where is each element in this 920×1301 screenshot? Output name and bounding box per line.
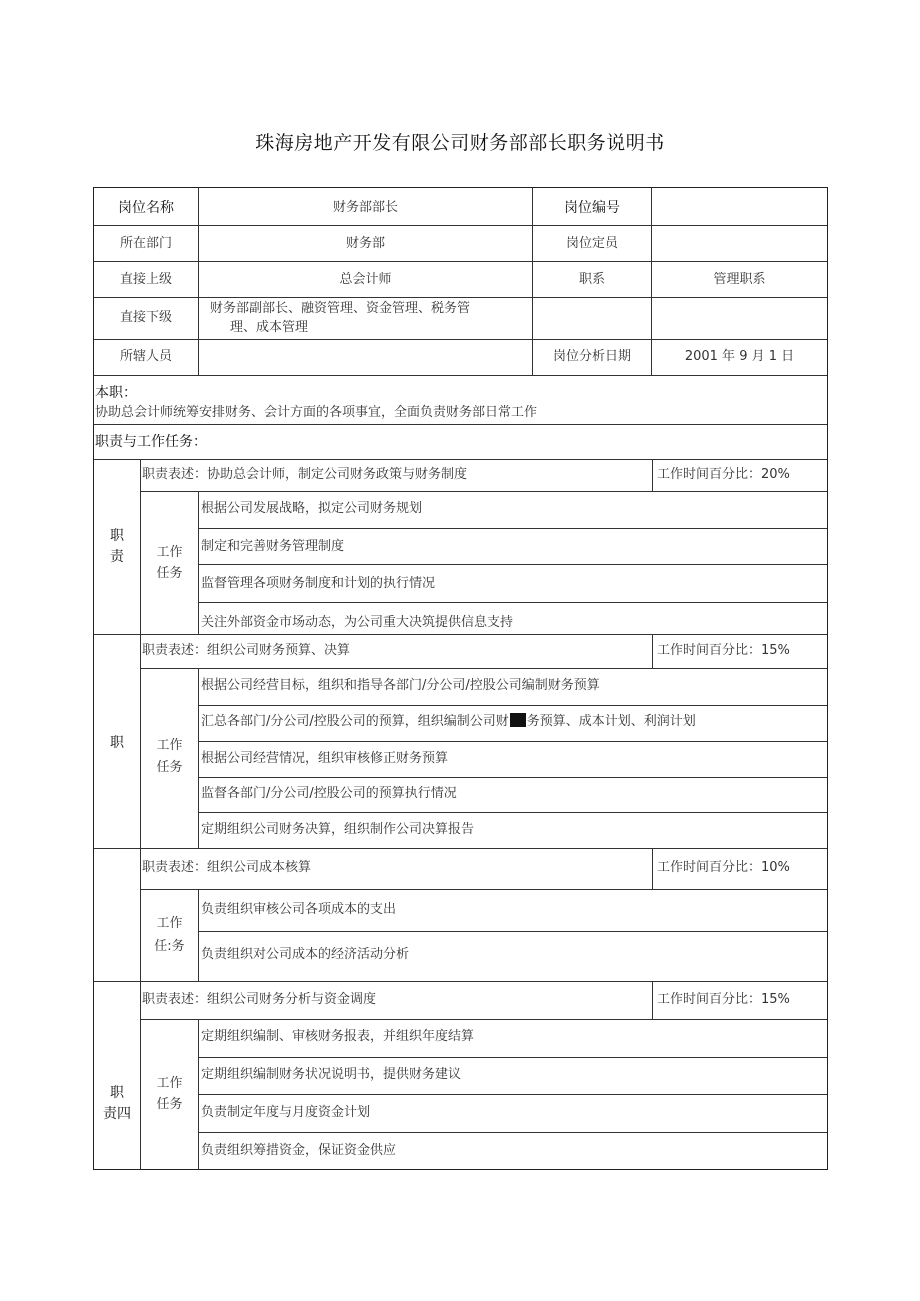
post-name-value: 财务部部长 bbox=[332, 200, 398, 215]
redaction-mark bbox=[510, 713, 526, 727]
responsibilities-header: 职责与工作任务： bbox=[95, 434, 207, 450]
superior-value: 总会计师 bbox=[339, 272, 392, 287]
block2-task-1: 根据公司经营目标，组织和指导各部门/分公司/控股公司编制财务预算 bbox=[201, 678, 600, 693]
block4-label-line2: 责四 bbox=[103, 1106, 131, 1122]
block3-tasks-label-line2: 任:务 bbox=[154, 939, 185, 954]
block3-task-1: 负责组织审核公司各项成本的支出 bbox=[201, 902, 397, 917]
block4-time-share: 工作时间百分比：15% bbox=[657, 992, 790, 1007]
block2-task-2-tail: 务预算、成本计划、利润计划 bbox=[526, 714, 696, 729]
subordinate-label: 直接下级 bbox=[119, 310, 172, 325]
block4-task-1: 定期组织编制、审核财务报表，并组织年度结算 bbox=[201, 1029, 475, 1044]
block1-tasks-label-line2: 任务 bbox=[156, 566, 183, 581]
analysis-date-label: 岗位分析日期 bbox=[552, 349, 631, 364]
block1-tasks-label-line1: 工作 bbox=[156, 545, 183, 560]
subordinate-value-line2: 理、成本管理 bbox=[230, 320, 309, 335]
block4-task-3: 负责制定年度与月度资金计划 bbox=[201, 1105, 371, 1120]
block2-task-3: 根据公司经营情况，组织审核修正财务预算 bbox=[201, 751, 449, 766]
document-title: 珠海房地产开发有限公司财务部部长职务说明书 bbox=[255, 132, 665, 154]
block3-task-2: 负责组织对公司成本的经济活动分析 bbox=[201, 947, 410, 962]
block3-statement: 职责表述：组织公司成本核算 bbox=[142, 860, 312, 875]
block2-time-share: 工作时间百分比：15% bbox=[657, 643, 790, 658]
block1-label-line2: 责 bbox=[110, 549, 124, 565]
block1-label-line1: 职 bbox=[110, 528, 124, 544]
block1-statement: 职责表述：协助总会计师，制定公司财务政策与财务制度 bbox=[142, 467, 468, 482]
block1-task-2: 制定和完善财务管理制度 bbox=[201, 539, 345, 554]
block4-statement: 职责表述：组织公司财务分析与资金调度 bbox=[142, 992, 377, 1007]
staffing-label: 岗位定员 bbox=[565, 236, 618, 251]
subordinate-value-line1: 财务部副部长、融资管理、资金管理、税务管 bbox=[210, 301, 471, 316]
superior-label: 直接上级 bbox=[119, 272, 172, 287]
post-code-label: 岗位编号 bbox=[564, 200, 620, 216]
series-value: 管理职系 bbox=[713, 272, 766, 287]
staff-label: 所辖人员 bbox=[119, 349, 172, 364]
series-label: 职系 bbox=[578, 272, 605, 287]
dept-value: 财务部 bbox=[345, 236, 385, 251]
block3-time-share: 工作时间百分比：10% bbox=[657, 860, 790, 875]
block3-tasks-label-line1: 工作 bbox=[156, 916, 183, 931]
block2-task-5: 定期组织公司财务决算，组织制作公司决算报告 bbox=[201, 822, 475, 837]
duty-label: 本职： bbox=[95, 385, 137, 401]
block2-tasks-label-line2: 任务 bbox=[156, 760, 183, 775]
job-description-table bbox=[93, 187, 828, 1170]
block2-task-4: 监督各部门/分公司/控股公司的预算执行情况 bbox=[201, 786, 457, 801]
block4-task-2: 定期组织编制财务状况说明书，提供财务建议 bbox=[201, 1067, 462, 1082]
block1-time-share: 工作时间百分比：20% bbox=[657, 467, 790, 482]
dept-label: 所在部门 bbox=[119, 236, 172, 251]
block2-statement: 职责表述：组织公司财务预算、决算 bbox=[142, 643, 351, 658]
analysis-date-value: 2001 年 9 月 1 日 bbox=[684, 349, 795, 364]
block1-task-4: 关注外部资金市场动态，为公司重大决筑提供信息支持 bbox=[201, 615, 514, 630]
post-name-label: 岗位名称 bbox=[118, 200, 174, 216]
block2-task-2-head: 汇总各部门/分公司/控股公司的预算，组织编制公司财 bbox=[201, 714, 509, 729]
block2-tasks-label-line1: 工作 bbox=[156, 738, 183, 753]
block2-label-line1: 职 bbox=[110, 735, 124, 751]
block4-tasks-label-line2: 任务 bbox=[156, 1097, 183, 1112]
block2-task-2 bbox=[201, 713, 696, 731]
block4-label-line1: 职 bbox=[110, 1085, 124, 1101]
block1-task-3: 监督管理各项财务制度和计划的执行情况 bbox=[201, 576, 436, 591]
block1-task-1: 根据公司发展战略，拟定公司财务规划 bbox=[201, 501, 423, 516]
block4-tasks-label-line1: 工作 bbox=[156, 1076, 183, 1091]
block4-task-4: 负责组织筹措资金，保证资金供应 bbox=[201, 1143, 397, 1158]
duty-text: 协助总会计师统筹安排财务、会计方面的各项事宜，全面负责财务部日常工作 bbox=[95, 405, 538, 420]
